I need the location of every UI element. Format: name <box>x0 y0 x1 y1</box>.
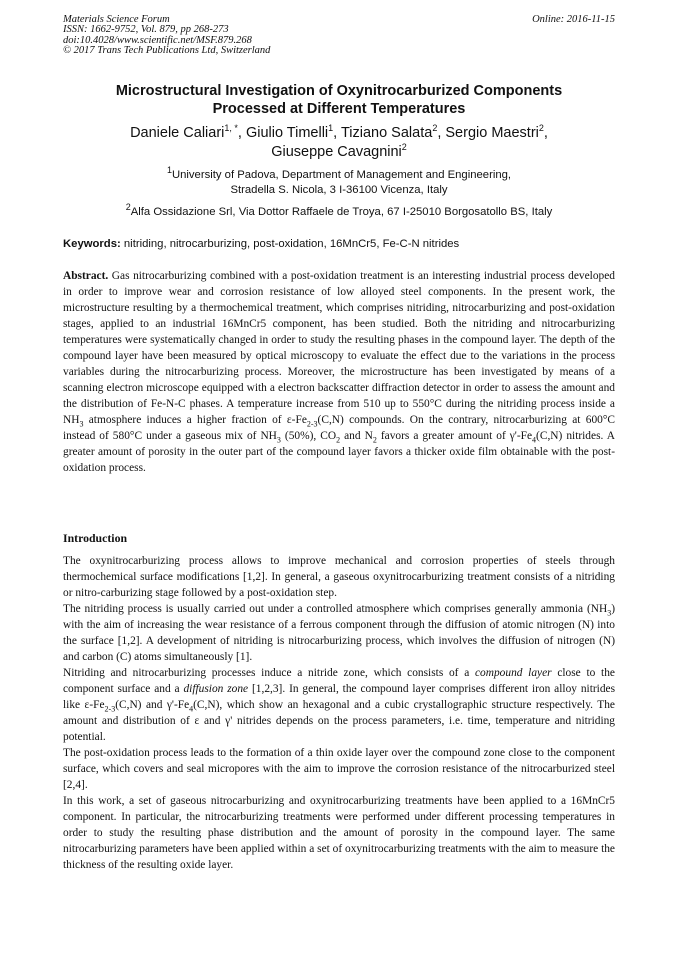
paragraph-text: Nitriding and nitrocarburizing processes induce a nitride zone, which consists of a <box>63 667 475 679</box>
subscript: 2-3 <box>104 704 116 714</box>
affiliation-line: Alfa Ossidazione Srl, Via Dottor Raffaele de Troya, 67 I-25010 Borgosatollo BS, Italy <box>130 206 553 218</box>
author-affiliation-mark: 2 <box>538 123 544 134</box>
abstract-text: Gas nitrocarburizing combined with a post-oxidation treatment is an interesting industrial process developed in order to improve wear and corrosion resistance of low alloyed steel components. In the present work, the microstructure resulting by a thermochemical treatment, which comprises nitriding, nitrocarburizing and post-oxidation stages, applied to an industrial 16MnCr5 component, has been studied. Both the nitriding and nitrocarburizing temperatures were systematically changed in order to study the resulting phases in the compound layer. The depth of the compound layer have been measured by optical microscopy to evaluate the effect due to the variations in the process variables during the nitrocarburizing process. Moreover, the microstructure has been investigated by means of a scanning electron microscope equipped with a electron backscatter diffraction detector in order to assess the amount and the distribution of Fe-N-C phases. A temperature increase from 510 up to 550°C during the nitriding process inside a NH <box>63 270 615 426</box>
intro-paragraph-1: The oxynitrocarburizing process allows to improve mechanical and corrosion properties of steels through thermochemical surface modifications [1,2]. In general, a gaseous oxynitrocarburizing treatment consists of a nitriding or nitro-carburizing stage followed by a post-oxidation step. <box>63 555 615 599</box>
author-affiliation-mark: 2 <box>432 123 438 134</box>
italic-term: diffusion zone <box>183 683 249 695</box>
subscript: 4 <box>189 704 194 714</box>
paragraph-text: (C,N) and γ'-Fe <box>115 699 190 711</box>
copyright-line: © 2017 Trans Tech Publications Ltd, Switzerland <box>63 44 271 56</box>
paragraph-text: ) with the aim of increasing the wear resistance of a ferrous component through the diffusion of atomic nitrogen (N) into the surface [1,2]. A development of nitriding is nitrocarburizing process, which involves the diffusion of nitrogen (N) and carbon (C) atoms simultaneously [1]. <box>63 603 615 663</box>
affiliation-mark: 2 <box>125 202 131 213</box>
author-affiliation-mark: 1, * <box>224 123 238 134</box>
abstract-text: favors a greater amount of γ'-Fe <box>376 430 533 442</box>
author-name: Giuseppe Cavagnini <box>271 144 402 160</box>
author-name: Giulio Timelli <box>245 125 329 141</box>
title-line-2: Processed at Different Temperatures <box>212 101 466 117</box>
abstract-text: atmosphere induces a higher fraction of ε-Fe <box>83 414 307 426</box>
affiliation-1 <box>40 165 638 198</box>
keywords <box>63 237 615 252</box>
journal-name: Materials Science Forum <box>63 14 170 25</box>
intro-paragraph-2 <box>63 601 615 665</box>
issn-line: ISSN: 1662-9752, Vol. 879, pp 268-273 <box>63 24 229 36</box>
intro-paragraph-5: In this work, a set of gaseous nitrocarburizing and oxynitrocarburizing treatments have been applied to a 16MnCr5 component. In particular, the nitrocarburizing treatments were performed under different processing temperatures in order to study the resulting phase distribution and the amount of porosity in the compound layer. The same nitrocarburizing parameters have been applied within a set of oxynitrocarburizing treatments with the aim to measure the thickness of the resulting oxide layer. <box>63 795 615 871</box>
journal-header <box>63 15 270 56</box>
author-affiliation-mark: 1 <box>328 123 334 134</box>
subscript: 3 <box>607 608 612 618</box>
paragraph-text: close to the component surface and a <box>63 667 615 695</box>
paper-title <box>40 82 638 118</box>
author-name: Sergio Maestri <box>445 125 539 141</box>
doi-line: doi:10.4028/www.scientific.net/MSF.879.268 <box>63 34 252 46</box>
author-separator: , <box>437 125 446 141</box>
intro-paragraph-4: The post-oxidation process leads to the formation of a thin oxide layer over the compound zone close to the component surface, which covers and seal micropores with the aim to improve the corrosion resistance of the nitrocarburized steel [2,4]. <box>63 747 615 791</box>
abstract-paragraph <box>63 268 615 476</box>
paragraph-text: [1,2,3]. In general, the compound layer comprises different iron alloy nitrides like ε-Fe <box>63 683 615 711</box>
author-separator: , <box>333 125 341 141</box>
title-line-1: Microstructural Investigation of Oxynitrocarburized Components <box>115 83 563 99</box>
intro-paragraph-3 <box>63 665 615 745</box>
author-separator: , <box>237 125 246 141</box>
introduction-body <box>63 553 615 873</box>
abstract-text: (C,N) nitrides. A greater amount of porosity in the outer part of the compound layer favors a thicker oxide film obtainable with the post-oxidation process. <box>63 430 615 474</box>
affiliation-line: Stradella S. Nicola, 3 I-36100 Vicenza, Italy <box>230 184 448 196</box>
subscript: 3 <box>276 435 281 445</box>
affiliation-2 <box>40 202 638 220</box>
paragraph-text: (C,N), which show an hexagonal and a cubic crystallographic structure respectively. The amount and distribution of ε and γ' nitrides depends on the process parameters, i.e. time, temperature and nitriding potential. <box>63 699 615 743</box>
author-name: Daniele Caliari <box>130 125 225 141</box>
author-name: Tiziano Salata <box>340 125 433 141</box>
abstract-text: (C,N) compounds. On the contrary, nitrocarburizing at 600°C instead of 580°C under a gaseous mix of NH <box>63 414 615 442</box>
affiliation-mark: 1 <box>166 165 172 176</box>
subscript: 2 <box>372 435 377 445</box>
abstract-text: (50%), CO <box>280 430 337 442</box>
keywords-text: nitriding, nitrocarburizing, post-oxidation, 16MnCr5, Fe-C-N nitrides <box>120 238 460 250</box>
italic-term: compound layer <box>475 667 552 679</box>
subscript: 2-3 <box>306 419 318 429</box>
paragraph-text: The nitriding process is usually carried out under a controlled atmosphere which comprises generally ammonia (NH <box>63 603 608 615</box>
author-separator: , <box>543 125 548 141</box>
online-date: Online: 2016-11-15 <box>532 14 615 25</box>
subscript: 3 <box>79 419 84 429</box>
author-list <box>40 124 638 162</box>
subscript: 4 <box>532 435 537 445</box>
section-heading-introduction: Introduction <box>63 531 128 545</box>
abstract-label: Abstract. <box>63 270 109 282</box>
keywords-label: Keywords: <box>63 238 121 250</box>
author-affiliation-mark: 2 <box>401 142 407 153</box>
subscript: 2 <box>336 435 341 445</box>
abstract <box>63 268 615 476</box>
affiliation-line: University of Padova, Department of Management and Engineering, <box>171 169 512 181</box>
abstract-text: and N <box>340 430 373 442</box>
